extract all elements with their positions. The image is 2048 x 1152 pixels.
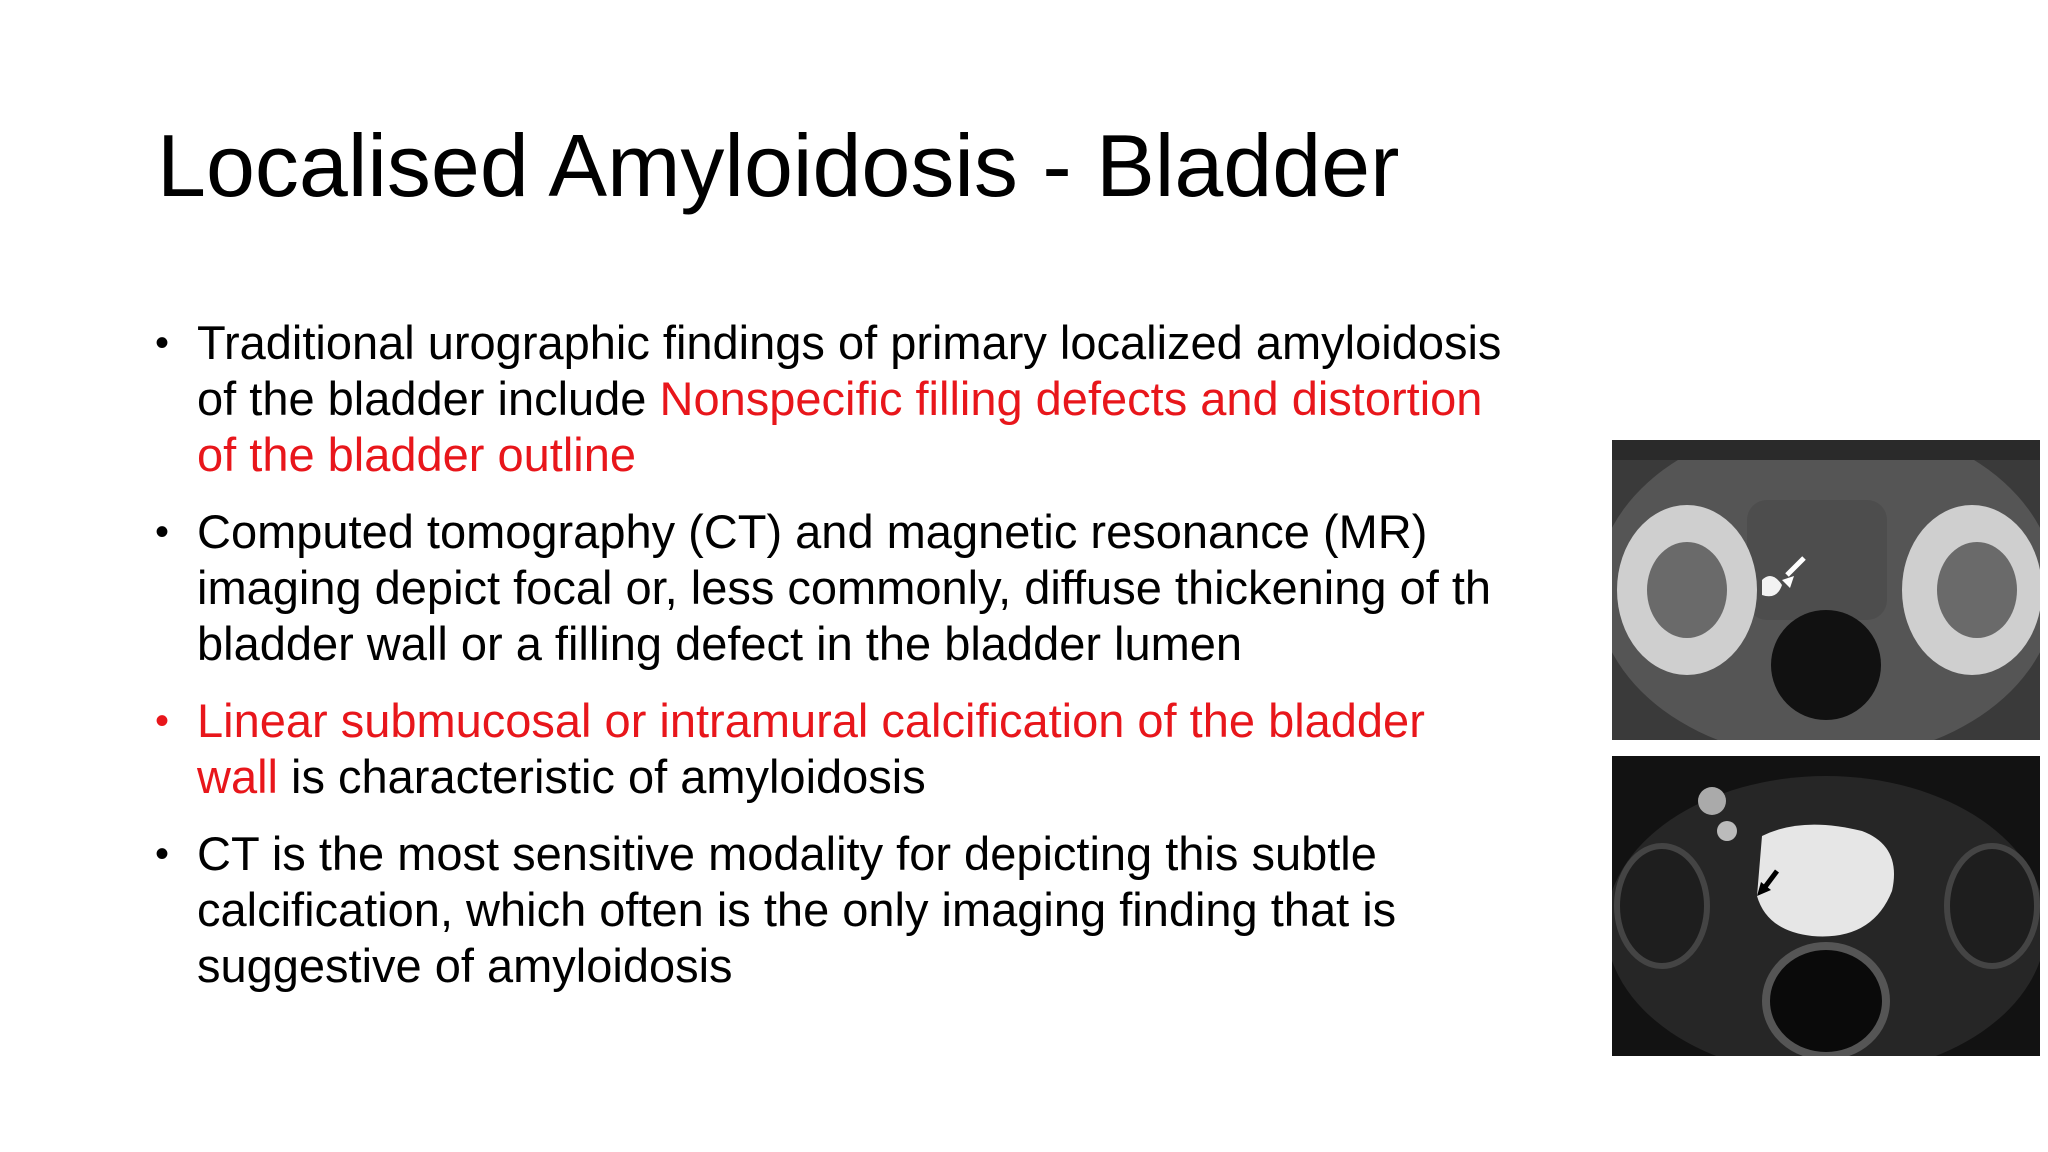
bullet-text: bladder wall or a filling defect in the bladder lumen [197, 617, 1243, 670]
bullet-item [155, 826, 1610, 994]
bullet-line [197, 882, 1610, 938]
bullet-line [197, 693, 1610, 749]
bullet-text: Computed tomography (CT) and magnetic resonance (MR) [197, 505, 1428, 558]
bullet-line [197, 371, 1610, 427]
highlighted-text: Linear submucosal or intramural calcification of the bladder [197, 694, 1425, 747]
bullet-line [197, 504, 1610, 560]
bullet-text: of the bladder include [197, 372, 660, 425]
mr-scan-image [1612, 756, 2040, 1056]
bullet-item [155, 504, 1610, 672]
ct-scan-image [1612, 440, 2040, 740]
bullet-line [197, 826, 1610, 882]
bullet-text: CT is the most sensitive modality for depicting this subtle [197, 827, 1377, 880]
bullet-item [155, 693, 1610, 805]
bullet-list [155, 315, 1610, 1015]
bullet-text: suggestive of amyloidosis [197, 939, 733, 992]
bullet-marker: • [155, 832, 170, 876]
bullet-line [197, 560, 1610, 616]
bullet-line [197, 938, 1610, 994]
bullet-line [197, 616, 1610, 672]
slide-title: Localised Amyloidosis - Bladder [157, 116, 1400, 215]
bullet-line [197, 749, 1610, 805]
highlighted-text: wall [197, 750, 278, 803]
bullet-text: imaging depict focal or, less commonly, diffuse thickening of th [197, 561, 1492, 614]
bullet-item [155, 315, 1610, 483]
bullet-text: calcification, which often is the only imaging finding that is [197, 883, 1397, 936]
highlighted-text: of the bladder outline [197, 428, 636, 481]
bullet-text: Traditional urographic findings of primary localized amyloidosis [197, 316, 1502, 369]
bullet-marker: • [155, 321, 170, 365]
bullet-text: is characteristic of amyloidosis [277, 750, 926, 803]
bullet-marker: • [155, 510, 170, 554]
highlighted-text: Nonspecific filling defects and distortion [659, 372, 1483, 425]
bullet-line [197, 427, 1610, 483]
bullet-marker: • [155, 699, 170, 743]
bullet-line [197, 315, 1610, 371]
